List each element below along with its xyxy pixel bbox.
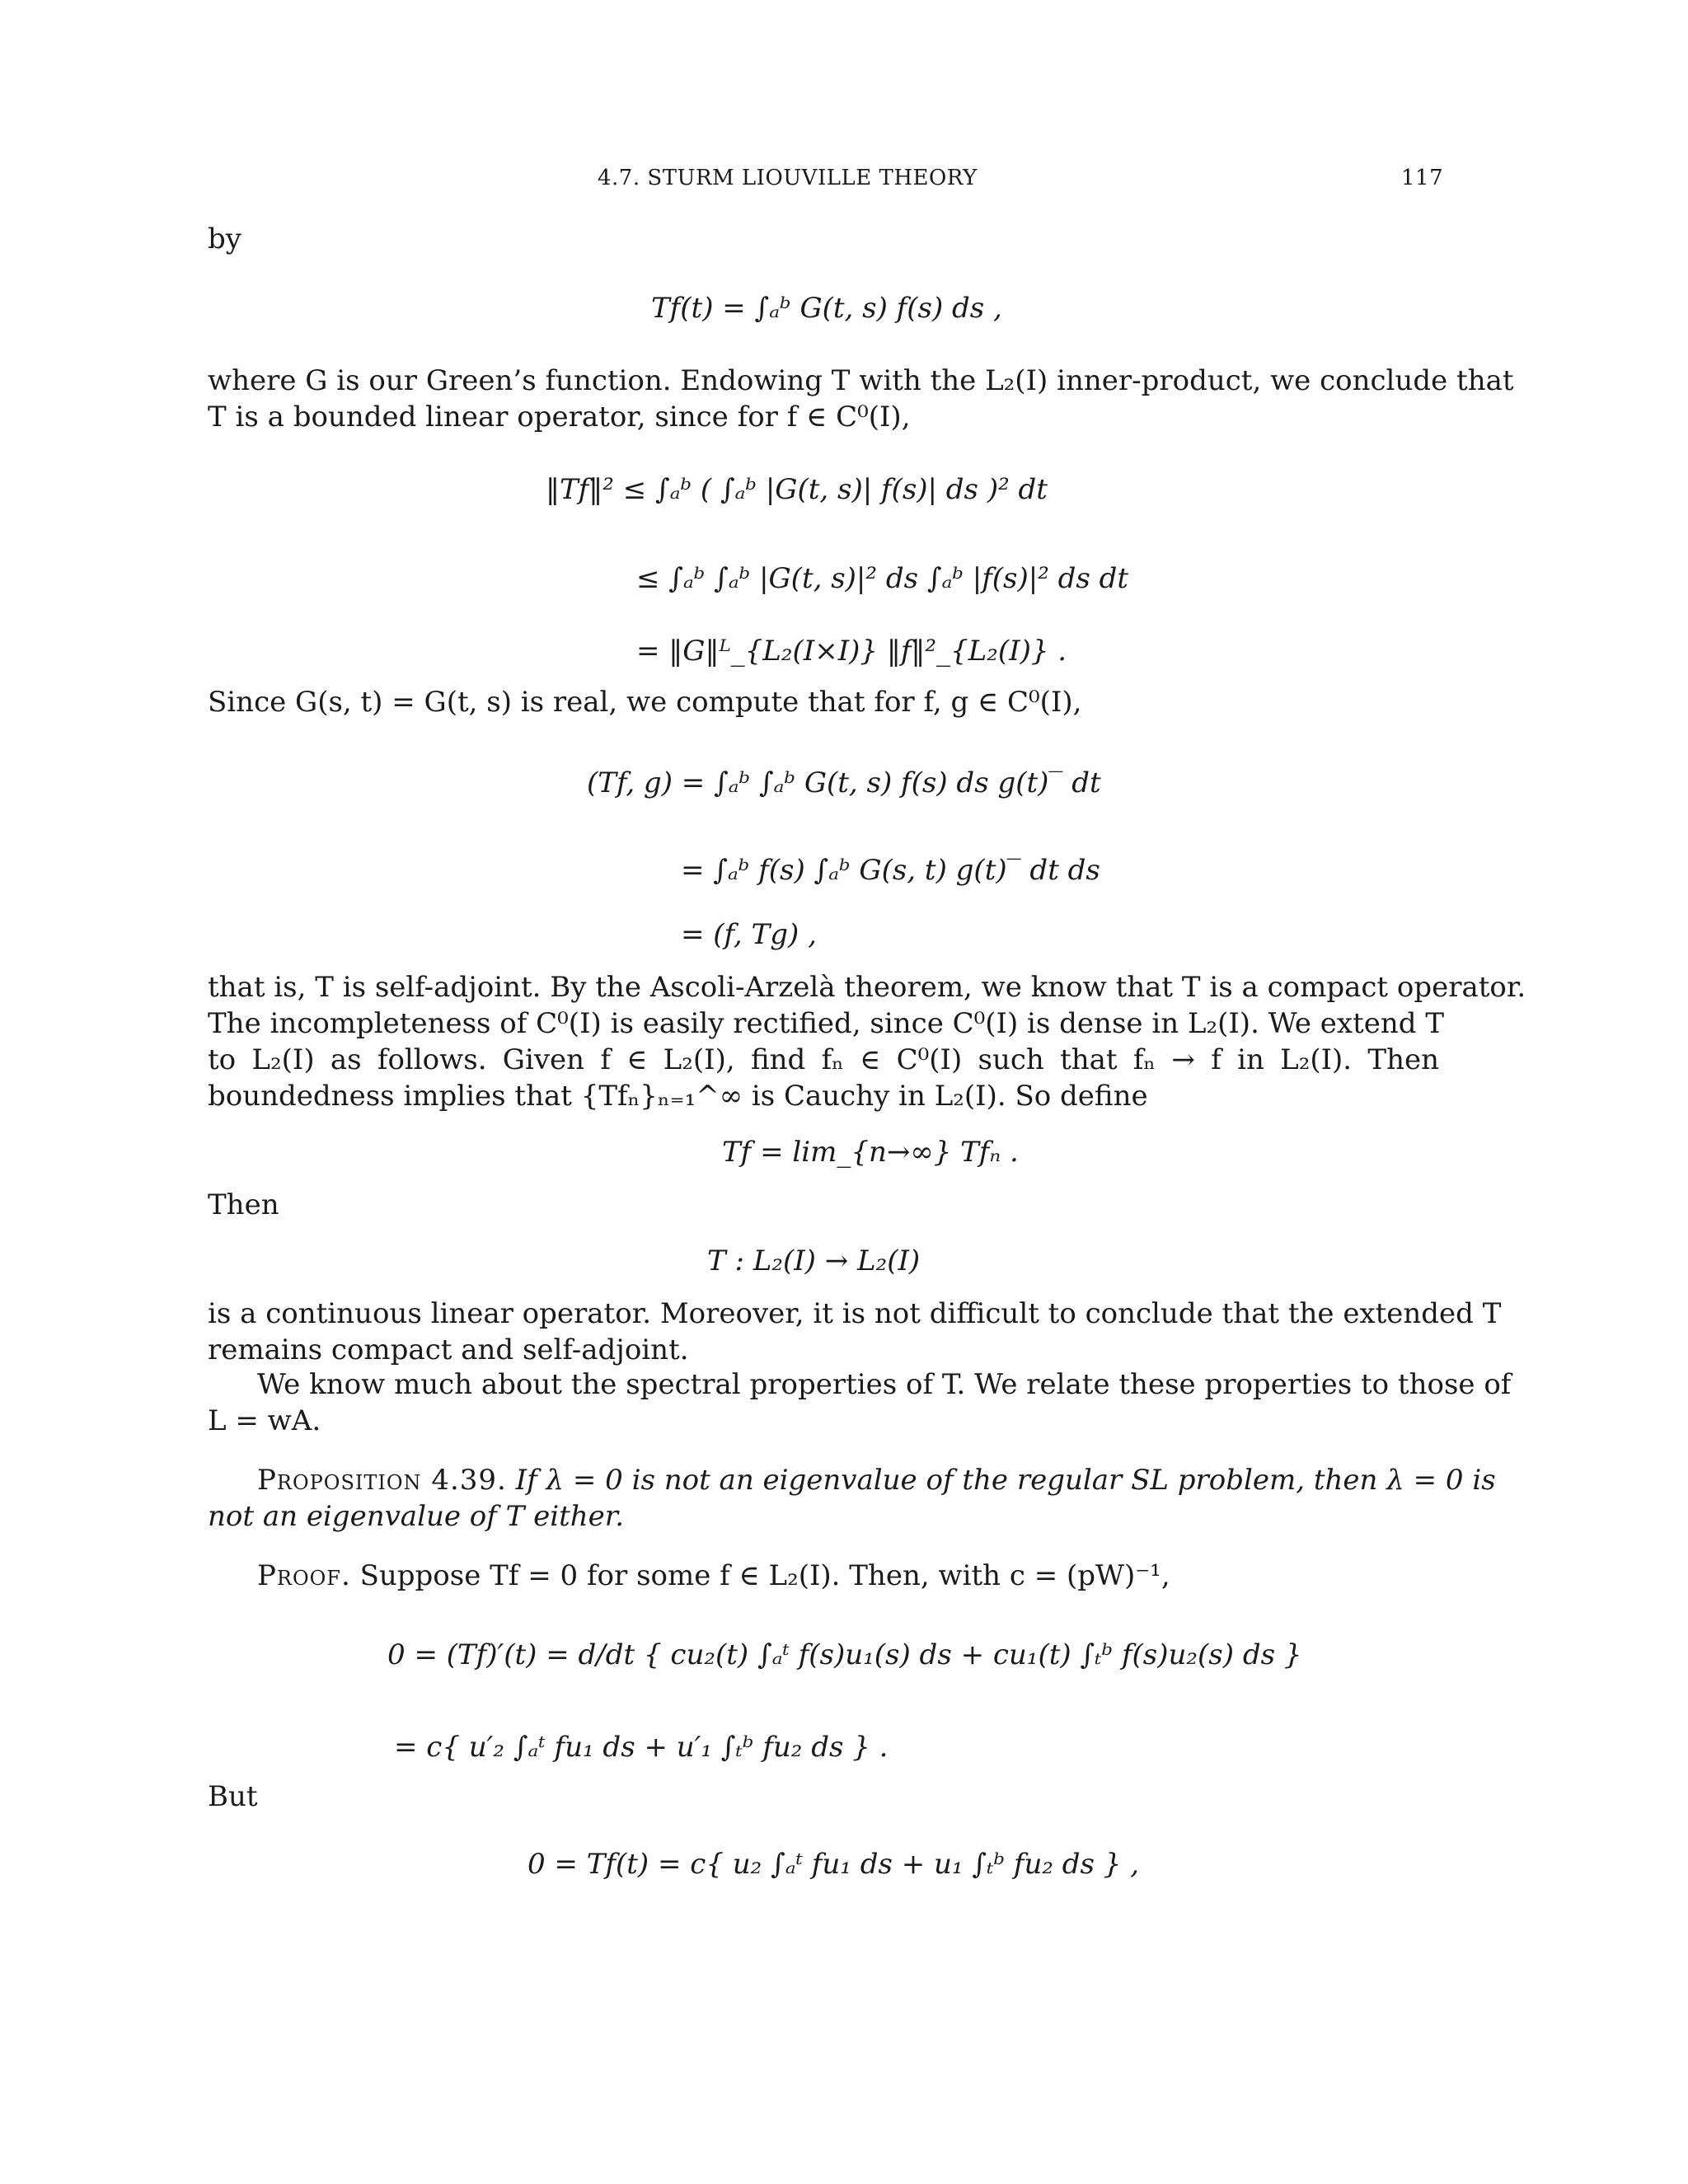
- equation-norm-line-3: = ‖G‖ᴸ_{L₂(I×I)} ‖f‖²_{L₂(I)} .: [636, 635, 1067, 668]
- text-then: Then: [208, 1188, 279, 1221]
- paragraph-where-line-1: where G is our Green’s function. Endowing T with the L₂(I) inner-product, we conclude that: [208, 364, 1514, 397]
- proposition-label: Proposition 4.39.: [257, 1464, 507, 1497]
- equation-inner-line-2: = ∫ₐᵇ f(s) ∫ₐᵇ G(s, t) g(t)‾ dt ds: [681, 854, 1100, 887]
- equation-inner-line-1: (Tf, g) = ∫ₐᵇ ∫ₐᵇ G(t, s) f(s) ds g(t)‾ dt: [587, 766, 1101, 799]
- paragraph-spectral-line-2: L = wA.: [208, 1404, 321, 1437]
- equation-inner-line-3: = (f, Tg) ,: [681, 918, 817, 951]
- equation-derivative-line-1: 0 = (Tf)′(t) = d/dt { cu₂(t) ∫ₐᵗ f(s)u₁(s) ds + cu₁(t) ∫ₜᵇ f(s)u₂(s) ds }: [387, 1638, 1302, 1671]
- running-title: 4.7. STURM LIOUVILLE THEORY: [598, 166, 978, 190]
- proposition-statement: [257, 1462, 1496, 1498]
- equation-norm-line-2: ≤ ∫ₐᵇ ∫ₐᵇ |G(t, s)|² ds ∫ₐᵇ |f(s)|² ds dt: [636, 562, 1129, 595]
- paragraph-continuous-line-2: remains compact and self-adjoint.: [208, 1333, 689, 1366]
- text-by: by: [208, 223, 241, 255]
- paragraph-spectral-line-1: We know much about the spectral properties of T. We relate these properties to those of: [257, 1368, 1512, 1401]
- equation-norm-line-1: ‖Tf‖² ≤ ∫ₐᵇ ( ∫ₐᵇ |G(t, s)| f(s)| ds )² dt: [546, 473, 1048, 506]
- paragraph-where-line-2: T is a bounded linear operator, since for f ∈ C⁰(I),: [208, 401, 911, 434]
- proof-text: Suppose Tf = 0 for some f ∈ L₂(I). Then, with c = (pW)⁻¹,: [359, 1559, 1170, 1592]
- paragraph-selfadjoint-line-4: boundedness implies that {Tfₙ}ₙ₌₁^∞ is Cauchy in L₂(I). So define: [208, 1080, 1148, 1113]
- proposition-text-line-1: If λ = 0 is not an eigenvalue of the regular SL problem, then λ = 0 is: [515, 1464, 1496, 1497]
- equation-final: 0 = Tf(t) = c{ u₂ ∫ₐᵗ fu₁ ds + u₁ ∫ₜᵇ fu₂ ds } ,: [528, 1848, 1140, 1881]
- paragraph-selfadjoint-line-1: that is, T is self-adjoint. By the Ascoli-Arzelà theorem, we know that T is a compact operator.: [208, 971, 1526, 1004]
- text-but: But: [208, 1780, 258, 1813]
- equation-operator-definition: Tf(t) = ∫ₐᵇ G(t, s) f(s) ds ,: [651, 292, 1002, 325]
- equation-limit: Tf = lim_{n→∞} Tfₙ .: [722, 1136, 1019, 1169]
- paragraph-selfadjoint-line-2: The incompleteness of C⁰(I) is easily rectified, since C⁰(I) is dense in L₂(I). We extend T: [208, 1007, 1445, 1040]
- paragraph-continuous-line-1: is a continuous linear operator. Moreover, it is not difficult to conclude that the extended T: [208, 1297, 1502, 1330]
- equation-mapping: T : L₂(I) → L₂(I): [707, 1244, 921, 1277]
- page-number: 117: [1401, 166, 1444, 190]
- paragraph-selfadjoint-line-3: to L₂(I) as follows. Given f ∈ L₂(I), find fₙ ∈ C⁰(I) such that fₙ → f in L₂(I). Then: [208, 1043, 1439, 1076]
- paragraph-since: Since G(s, t) = G(t, s) is real, we compute that for f, g ∈ C⁰(I),: [208, 686, 1082, 719]
- proof-opening: [257, 1558, 1170, 1594]
- proposition-text-line-2: not an eigenvalue of T either.: [208, 1500, 625, 1533]
- equation-derivative-line-2: = c{ u′₂ ∫ₐᵗ fu₁ ds + u′₁ ∫ₜᵇ fu₂ ds } .: [394, 1731, 889, 1764]
- proof-label: Proof.: [257, 1559, 351, 1592]
